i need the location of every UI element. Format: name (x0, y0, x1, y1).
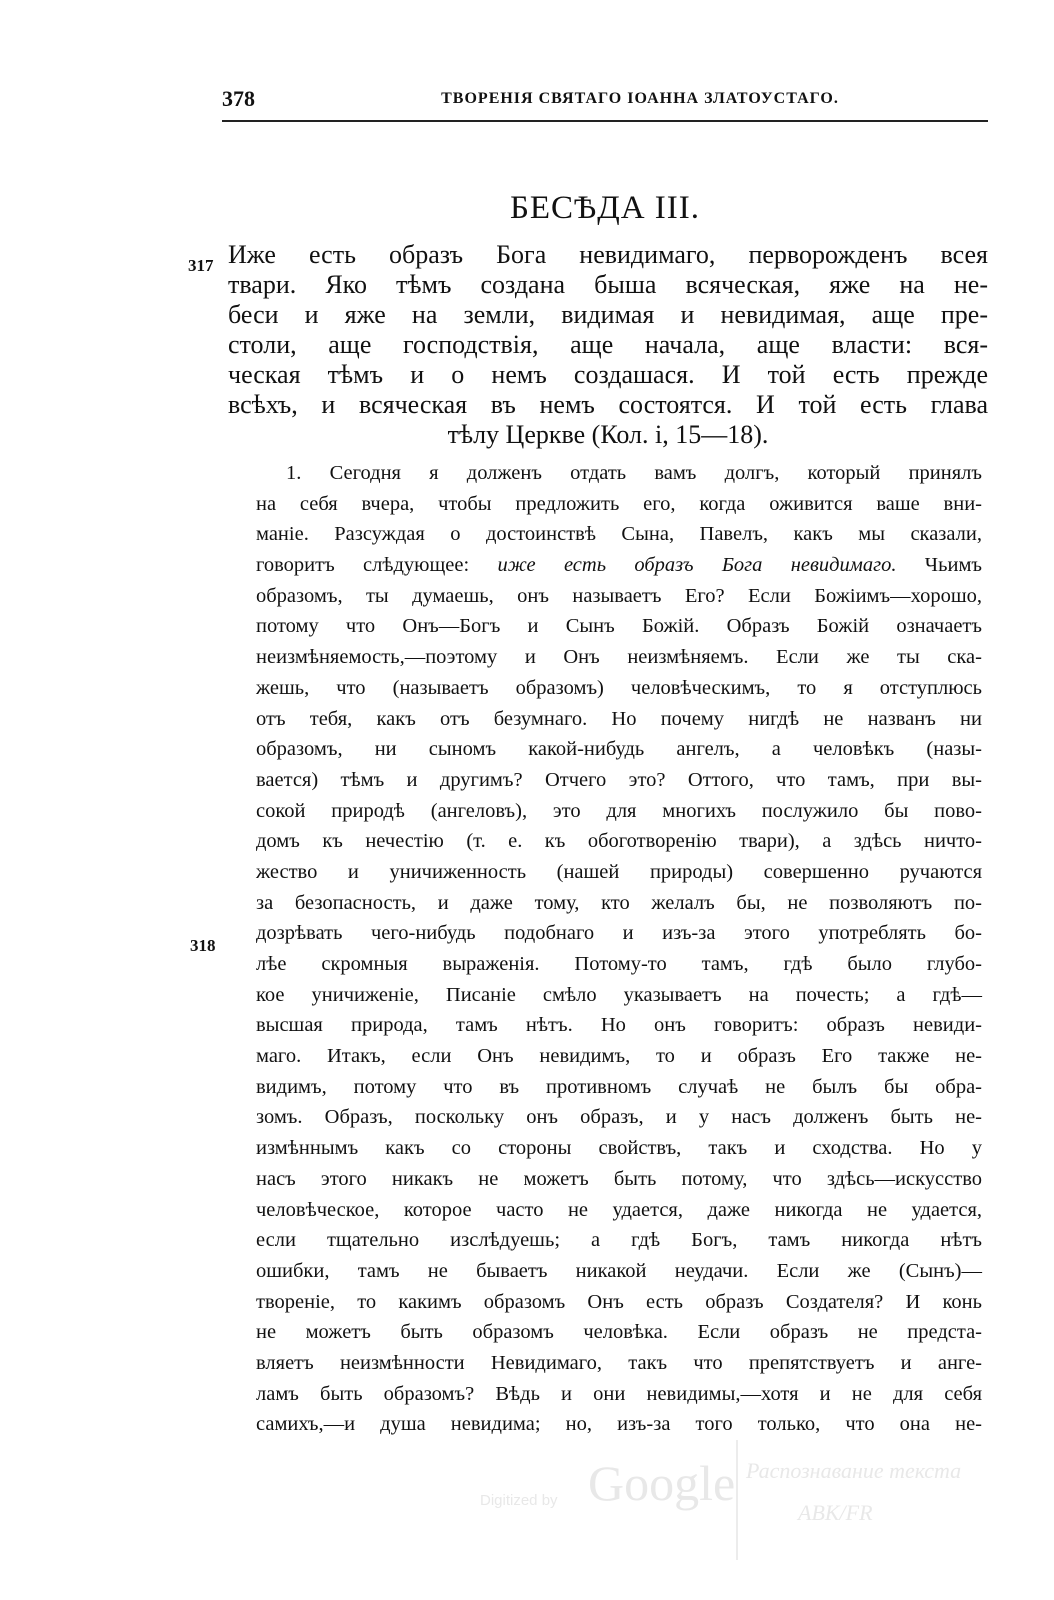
body-line: лѣе скромныя выраженія. Потому-то тамъ, гдѣ было глубо- (256, 953, 982, 975)
body-line: зомъ. Образъ, поскольку онъ образъ, и у насъ долженъ быть не- (256, 1106, 982, 1129)
body-line: сокой природѣ (ангеловъ), это для многихъ послужило бы пово- (256, 799, 982, 822)
epigraph-line: беси и яже на земли, видимая и невидимая, аще пре- (228, 300, 988, 329)
body-line: образомъ, ты думаешь, онъ называетъ Его? Если Божіимъ—хорошо, (256, 584, 982, 607)
scripture-quote: иже есть образъ Бога невидимаго. (497, 554, 897, 577)
body-line: не можетъ быть образомъ человѣка. Если образъ не предста- (256, 1321, 982, 1344)
body-line: ламъ быть образомъ? Вѣдь и они невидимы,—хотя и не для себя (256, 1382, 982, 1405)
body-line: 1. Сегодня я долженъ отдать вамъ долгъ, который принялъ (286, 462, 982, 484)
margin-number: 317 (188, 256, 214, 275)
google-logo: Google (588, 1455, 736, 1511)
epigraph-line: ческая тѣмъ и о немъ создашася. И той есть прежде (228, 360, 988, 389)
epigraph-line: всѣхъ, и всяческая въ немъ состоятся. И той есть глава (228, 390, 988, 419)
epigraph-line: Иже есть образъ Бога невидимаго, перворожденъ всея (228, 240, 988, 269)
running-title: ТВОРЕНІЯ СВЯТАГО ІОАННА ЗЛАТОУСТАГО. (441, 90, 839, 107)
body-line-with-quote (256, 550, 982, 581)
body-line: за безопасность, и даже тому, кто желалъ бы, не позволяютъ по- (256, 891, 982, 914)
epigraph-line: столи, аще господствія, аще начала, аще власти: вся- (228, 330, 988, 359)
body-line: маго. Итакъ, если Онъ невидимъ, то и образъ Его также не- (256, 1045, 982, 1068)
homily-title: БЕСѢДА III. (509, 190, 701, 226)
body-line: отъ тебя, какъ отъ безумнаго. Но почему нигдѣ не названъ ни (256, 707, 982, 730)
body-line-text: говоритъ слѣдующее: (256, 554, 470, 577)
body-text (256, 458, 982, 1440)
body-line: насъ этого никакъ не можетъ быть потому, что здѣсь—искусство (256, 1167, 982, 1190)
body-line: измѣннымъ какъ со стороны свойствъ, такъ и сходства. Но у (256, 1137, 982, 1160)
body-line: образомъ, ни сыномъ какой-нибудь ангелъ, а человѣкъ (назы- (256, 738, 982, 761)
body-line: вляетъ неизмѣнности Невидимаго, такъ что препятствуетъ и анге- (256, 1351, 982, 1374)
watermark-abkfr-text: ABK/FR (798, 1500, 873, 1525)
body-line: потому что Онъ—Богъ и Сынъ Божій. Образъ Божій означаетъ (256, 615, 982, 638)
body-line: твореніе, то какимъ образомъ Онъ есть образъ Создателя? И конь (256, 1290, 982, 1313)
body-line: домъ къ нечестію (т. е. къ обоготворенію твари), а здѣсь ничто- (256, 830, 982, 853)
body-line: человѣческое, которое часто не удается, даже никогда не удается, (256, 1198, 982, 1221)
body-line: если тщательно изслѣдуешь; а гдѣ Богъ, тамъ никогда нѣтъ (256, 1229, 982, 1252)
digitization-watermark (480, 1440, 1000, 1560)
scripture-epigraph (228, 240, 988, 450)
body-line: жество и уничиженность (нашей природы) совершенно ручаются (256, 860, 982, 883)
running-head (222, 86, 988, 122)
watermark-digitized-text: Digitized by (480, 1492, 558, 1509)
body-line: жешь, что (называетъ образомъ) человѣческимъ, то я отступлюсь (256, 676, 982, 699)
body-line: кое уничиженіе, Писаніе смѣло указываетъ на почесть; а гдѣ— (256, 983, 982, 1006)
body-line: вается) тѣмъ и другимъ? Отчего это? Оттого, что тамъ, при вы- (256, 768, 982, 791)
watermark-divider (736, 1440, 738, 1560)
margin-number: 318 (190, 936, 216, 955)
body-line: ошибки, тамъ не бываетъ никакой неудачи. Если же (Сынъ)— (256, 1259, 982, 1282)
watermark-recognition-text: Распознавание текста (746, 1458, 962, 1483)
epigraph-line: тѣлу Церкве (Кол. і, 15—18). (447, 420, 769, 449)
body-line: видимъ, потому что въ противномъ случаѣ не былъ бы обра- (256, 1075, 982, 1098)
page-number: 378 (222, 86, 255, 111)
body-line: самихъ,—и душа невидима; но, изъ-за того только, что она не- (256, 1413, 982, 1436)
epigraph-line: твари. Яко тѣмъ создана быша всяческая, яже на не- (228, 270, 988, 299)
body-line: на себя вчера, чтобы предложить его, когда оживится ваше вни- (256, 492, 982, 515)
body-line: дозрѣвать чего-нибудь подобнаго и изъ-за этого употреблять бо- (256, 922, 982, 945)
body-line: высшая природа, тамъ нѣтъ. Но онъ говоритъ: образъ невиди- (256, 1014, 982, 1037)
body-line: маніе. Разсуждая о достоинствѣ Сына, Павелъ, какъ мы сказали, (256, 523, 982, 546)
body-line-text: Чьимъ (924, 554, 983, 577)
body-line: неизмѣняемость,—поэтому и Онъ неизмѣняемъ. Если же ты ска- (256, 646, 982, 669)
